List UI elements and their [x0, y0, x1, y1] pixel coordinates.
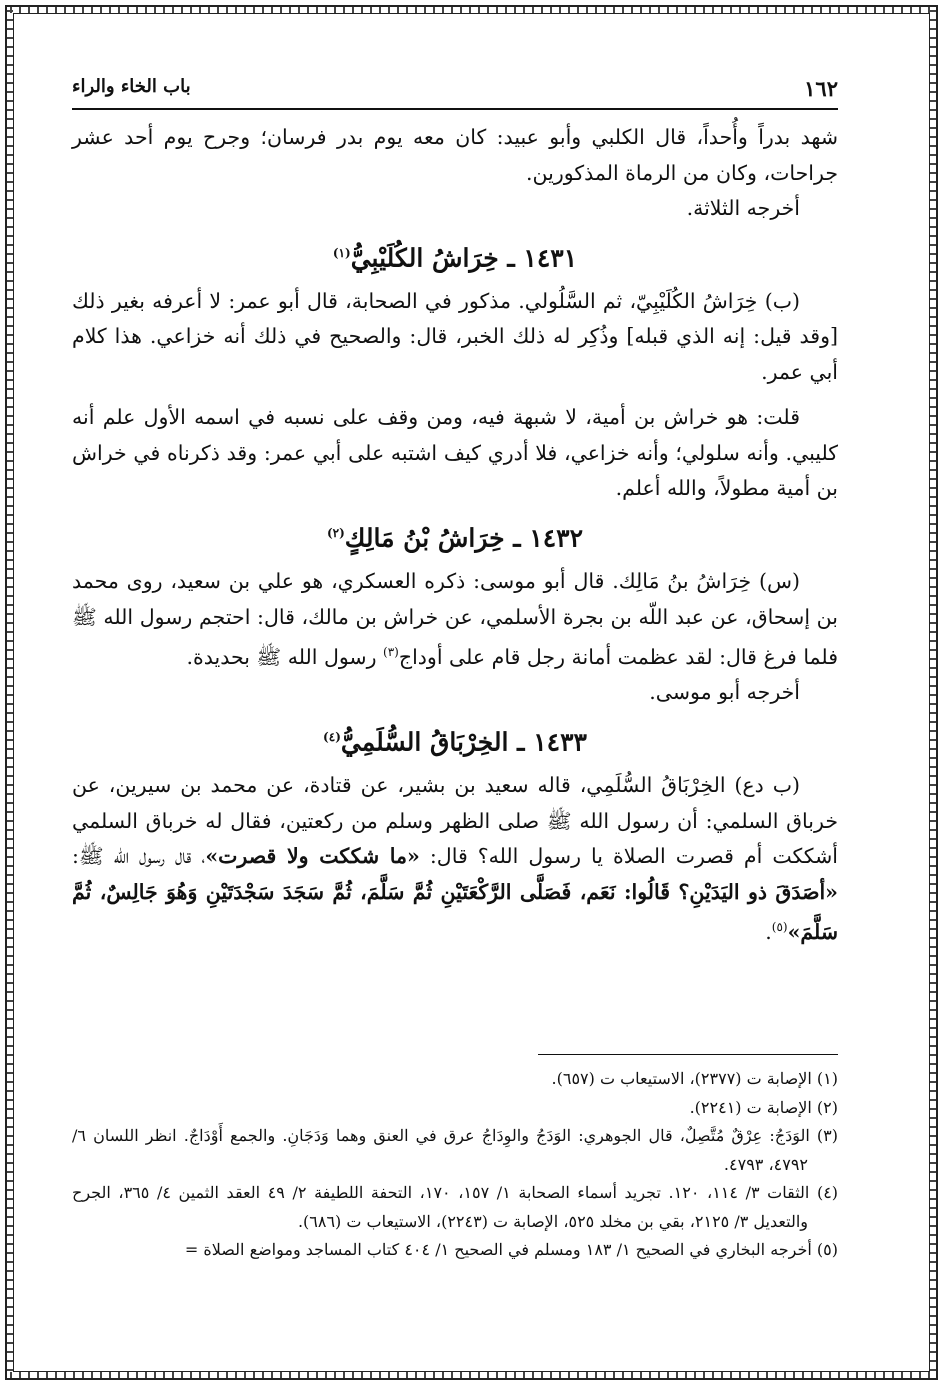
footnote-1: (١) الإصابة ت (٢٣٧٧)، الاستيعاب ت (٦٥٧).	[551, 1069, 838, 1088]
footnote-2: (٢) الإصابة ت (٢٢٤١).	[689, 1097, 838, 1117]
paragraph-6: أخرجه أبو موسى.	[649, 680, 800, 705]
page-content	[72, 70, 838, 1320]
page-number: ١٦٢	[804, 76, 838, 101]
paragraph-7-end: .	[765, 920, 772, 945]
paragraph-7-mid: ، قال رسول الله ﷺ:	[72, 844, 206, 869]
hadith-quote-2: «أصَدَقَ ذو اليَدَيْنِ؟ قَالُوا: نَعَم، فَصَلَّى الرَّكْعَتَيْنِ ثُمَّ سَلَّمَ، ثُمَّ سَجَدَ سَجْدَتَيْنِ وَهُوَ جَالِسٌ، ثُمَّ سَلَّمَ»	[72, 879, 838, 945]
entry-heading-1433	[72, 711, 838, 768]
paragraph-7-text: (ب دع) الخِرْبَاقُ السُّلَمِي، قاله سعيد بن بشير، عن قتادة، عن محمد بن سيرين، عن خرباق السلمي: أن رسول الله ﷺ صلى الظهر وسلم من ركعتين، فقال له خرباق السلمي أشككت أم قصرت الصلاة يا رسول الله؟ قال:	[72, 773, 838, 869]
decorative-border-left	[7, 7, 13, 1378]
footnote-4: (٤) الثقات ٣/ ١١٤، ١٢٠. تجريد أسماء الصحابة ١/ ١٥٧، ١٧٠، التحفة اللطيفة ٢/ ٤٩ العقد الثمين ٤/ ٣٦٥، الجرح والتعديل ٣/ ٢١٢٥، بقي بن مخلد ٥٢٥، الإصابة ت (٢٢٤٣)، الاستيعاب ت (٦٨٦).	[72, 1183, 839, 1231]
paragraph-2: أخرجه الثلاثة.	[686, 196, 800, 220]
running-header	[72, 76, 838, 106]
paragraph-1: شهد بدراً وأُحداً، قال الكلبي وأبو عبيد: كان معه يوم بدر فرسان؛ وجرح يوم أحد عشر جراحات، وكان من الرماة المذكورين.	[72, 125, 838, 185]
entry-heading-1432	[72, 507, 838, 564]
decorative-border-top	[7, 7, 936, 13]
footnote-ref: (٤)	[323, 729, 341, 744]
entry-title: ١٤٣١ ـ خِرَاشُ الكُلَيْبِيُّ	[350, 242, 578, 272]
paragraph-5-end: رسول الله ﷺ بحديدة.	[186, 644, 384, 669]
paragraph-5-text: (س) خِرَاشُ بنُ مَالِك. قال أبو موسى: ذكره العسكري، هو علي بن سعيد، روى محمد بن إسحاق، عن عبد اللّه بن بجرة الأسلمي، عن خراش بن مالك، قال: احتجم رسول الله ﷺ فلما فرغ قال: لقد عظمت أمانة رجل قام على أوداج	[72, 569, 838, 669]
paragraph-4: قلت: هو خراش بن أمية، لا شبهة فيه، ومن وقف على نسبه في اسمه الأول علم أنه كليبي. وأنه سلولي؛ وأنه خزاعي، فلا أدري كيف اشتبه على أبي عمر: وقد ذكرناه في خراش بن أمية مطولاً، والله أعلم.	[72, 405, 838, 501]
paragraph-7	[72, 768, 838, 950]
header-rule	[72, 108, 838, 110]
footnotes	[72, 1065, 838, 1265]
footnote-ref: (٥)	[771, 920, 788, 935]
footnote-rule	[538, 1054, 838, 1055]
decorative-border-bottom	[7, 1372, 936, 1378]
entry-title: ١٤٣٣ ـ الخِرْبَاقُ السُّلَمِيُّ	[340, 727, 587, 757]
footnote-ref: (٢)	[326, 525, 345, 540]
footnote-3: (٣) الوَدَجُ: عِرْقٌ مُتَّصِلٌ، قال الجوهري: الوَدَجُ والوِدَاجُ عرق في العنق وهما وَدَجَانِ. والجمع أَوْدَاجٌ. انظر اللسان ٦/ ٤٧٩٢، ٤٧٩٣.	[72, 1126, 838, 1174]
paragraph-3: (ب) خِرَاشُ الكُلَيْبِيّ، ثم السَّلُولي. مذكور في الصحابة، قال أبو عمر: لا أعرفه بغير ذلك [وقد قيل: إنه الذي قبله] وذُكِر له ذلك الخبر، قال: والصحيح في ذلك أنه خزاعي. هذا كلام أبي عمر.	[72, 288, 838, 384]
decorative-border-right	[930, 7, 936, 1378]
chapter-title: باب الخاء والراء	[72, 76, 191, 97]
footnote-ref: (١)	[332, 245, 351, 260]
entry-heading-1431	[72, 227, 838, 284]
hadith-quote-1: «ما شككت ولا قصرت»	[205, 844, 420, 869]
main-text	[72, 120, 838, 951]
footnote-5: (٥) أخرجه البخاري في الصحيح ١/ ١٨٣ ومسلم في الصحيح ١/ ٤٠٤ كتاب المساجد ومواضع الصلاة =	[184, 1240, 838, 1259]
paragraph-5	[72, 564, 838, 675]
footnote-ref: (٣)	[383, 645, 399, 660]
entry-title: ١٤٣٢ ـ خِرَاشُ بْنُ مَالِكٍ	[344, 523, 584, 553]
